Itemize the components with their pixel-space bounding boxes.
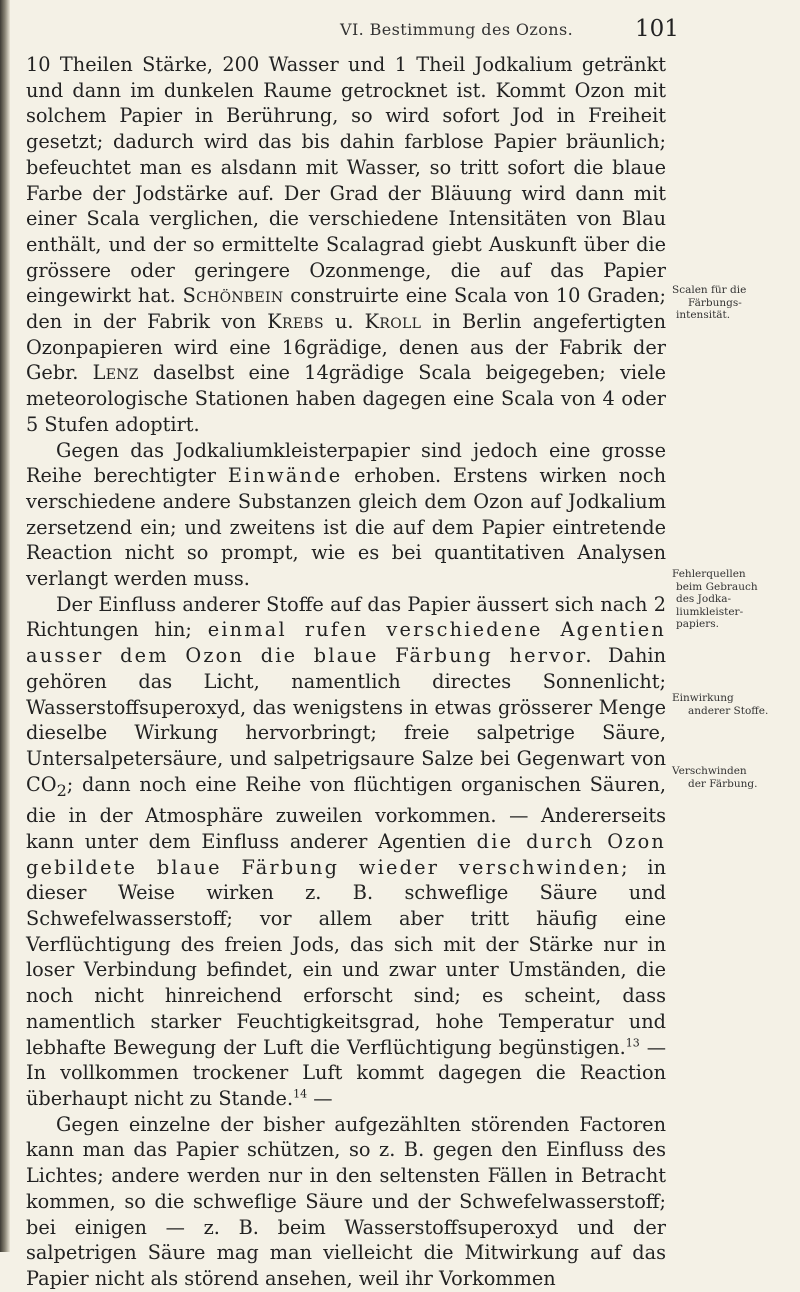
margin-note-scalen: Scalen für die Färbungs- intensität. xyxy=(672,284,747,321)
emphasis: einmal rufen verschiedene Agentien ausser dem Ozon die blaue Färbung hervor. xyxy=(26,618,666,668)
paragraph-3: Der Einfluss anderer Stoffe auf das Papier äussert sich nach 2 Richtungen hin; einmal rufen verschiedene Agentien ausser dem Ozon die blaue Färbung hervor. Dahin gehören das Licht, namentlich directes Sonnenlicht; Wasserstoffsuperoxyd, das wenigstens in etwas grösserer Menge dieselbe Wirkung hervorbringt; freie salpetrige Säure, Untersalpetersäure, und salpetrigsaure Salze bei Gegenwart von $CO_2$; dann noch eine Reihe von flüchtigen organischen Säuren, die in der Atmosphäre zuweilen vorkommen. — Andererseits kann unter dem Einfluss anderer Agentien die durch Ozon gebildete blaue Färbung wieder verschwinden; in dieser Weise wirken z. B. schweflige Säure und Schwefelwasserstoff; vor allem aber tritt häufig eine Verflüchtigung des freien Jods, das sich mit der Stärke nur in loser Verbindung befindet, ein und zwar unter Umständen, die noch nicht hinreichend erforscht sind; es scheint, dass namentlich starker Feuchtigkeitsgrad, hohe Temperatur und lebhafte Bewegung der Luft die Verflüchtigung begünstigen.$^{13}$ — In vollkommen trockener Luft kommt dagegen die Reaction überhaupt nicht zu Stande.$^{14}$ — xyxy=(26,592,666,1110)
subscript: 2 xyxy=(56,780,67,800)
footnote-ref: 13 xyxy=(625,1036,640,1050)
emphasis: die durch Ozon gebildete blaue Färbung wieder verschwinden; xyxy=(26,829,666,879)
footnote-ref: 14 xyxy=(293,1087,308,1101)
page-binding-edge xyxy=(0,0,10,1252)
author-name: Schönbein xyxy=(182,284,284,308)
running-head: VI. Bestimmung des Ozons. xyxy=(340,20,574,39)
paragraph-2: Gegen das Jodkaliumkleisterpapier sind jedoch eine grosse Reihe berechtigter Einwände erhoben. Erstens wirken noch verschiedene andere Substanzen gleich dem Ozon auf Jodkalium zersetzend ein; und zweitens ist die auf dem Papier eintretende Reaction nicht so prompt, wie es bei quantitativen Analysen verlangt werden muss. xyxy=(26,438,666,591)
author-name: Kroll xyxy=(364,310,422,334)
margin-note-fehlerquellen: Fehlerquellen beim Gebrauch des Jodka- liumkleister- papiers. xyxy=(672,568,758,630)
page-number: 101 xyxy=(635,16,679,42)
margin-note-verschwinden: Verschwinden der Färbung. xyxy=(672,765,758,790)
author-name: Krebs xyxy=(267,310,324,334)
author-name: Lenz xyxy=(92,361,139,385)
paragraph-1: 10 Theilen Stärke, 200 Wasser und 1 Theil Jodkalium getränkt und dann im dunkelen Raume getrocknet ist. Kommt Ozon mit solchem Papier in Berührung, so wird sofort Jod in Freiheit gesetzt; dadurch wird das bis dahin farblose Papier bräunlich; befeuchtet man es alsdann mit Wasser, so tritt sofort die blaue Farbe der Jodstärke auf. Der Grad der Bläuung wird dann mit einer Scala verglichen, die verschiedene Intensitäten von Blau enthält, und der so ermittelte Scalagrad giebt Auskunft über die grössere oder geringere Ozonmenge, die auf das Papier eingewirkt hat. Schönbein construirte eine Scala von 10 Graden; den in der Fabrik von Krebs u. Kroll in Berlin angefertigten Ozonpapieren wird eine 16grädige, denen aus der Fabrik der Gebr. Lenz daselbst eine 14grädige Scala beigegeben; viele meteorologische Stationen haben dagegen eine Scala von 4 oder 5 Stufen adoptirt. xyxy=(26,53,667,436)
body-text xyxy=(26,52,666,1292)
page-header xyxy=(0,14,800,44)
emphasis: Einwände xyxy=(227,464,343,488)
paragraph-4: Gegen einzelne der bisher aufgezählten störenden Factoren kann man das Papier schützen, so z. B. gegen den Einfluss des Lichtes; andere werden nur in den seltensten Fällen in Betracht kommen, so die schweflige Säure und der Schwefelwasserstoff; bei einigen — z. B. beim Wasserstoffsuperoxyd und der salpetrigen Säure mag man vielleicht die Mitwirkung auf das Papier nicht als störend ansehen, weil ihr Vorkommen xyxy=(26,1112,666,1290)
margin-note-einwirkung: Einwirkung anderer Stoffe. xyxy=(672,692,769,717)
